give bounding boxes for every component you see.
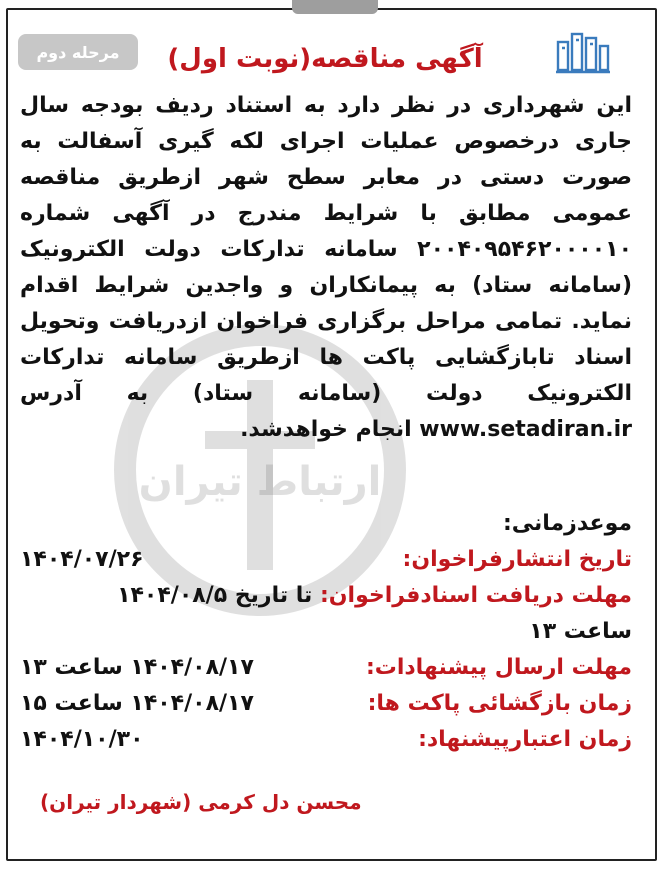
validity-value: ۱۴۰۴/۱۰/۳۰	[20, 727, 144, 752]
website-link[interactable]: www.setadiran.ir	[419, 417, 632, 442]
publish-date: ۱۴۰۴/۰۷/۲۶	[20, 547, 144, 572]
notice-title: آگهی مناقصه(نوبت اول)	[167, 44, 483, 74]
submit-deadline-row	[20, 650, 632, 686]
tender-number: ۲۰۰۴۰۹۵۴۶۲۰۰۰۰۱۰	[417, 237, 632, 262]
body-text-part3: انجام خواهدشد.	[240, 417, 412, 442]
signer-name: محسن دل کرمی (شهردار تیران)	[40, 790, 362, 814]
submit-value: ۱۴۰۴/۰۸/۱۷ ساعت ۱۳	[20, 655, 254, 680]
opening-label: زمان بازگشائی پاکت ها:	[367, 691, 632, 716]
schedule-section	[20, 506, 632, 758]
stage-badge: مرحله دوم	[18, 34, 138, 70]
validity-label: زمان اعتبارپیشنهاد:	[418, 727, 632, 752]
municipality-logo	[552, 28, 614, 78]
docs-value: تا تاریخ ۱۴۰۴/۰۸/۵	[117, 583, 313, 608]
watermark-text: ارتباط تیران	[138, 459, 382, 505]
docs-deadline-row	[20, 578, 632, 614]
body-text-part2: سامانه تدارکات دولت الکترونیک (سامانه ستاد) به پیمانکاران و واجدین شرایط اقدام نماید. تمامی مراحل برگزاری فراخوان ازدریافت وتحویل اسناد تابازگشایی پاکت ها ازطریق سامانه تدارکات الکترونیک دولت (سامانه ستاد) به آدرس	[20, 237, 632, 406]
docs-time-row	[20, 614, 632, 650]
docs-time: ساعت ۱۳	[529, 619, 632, 644]
body-text-part1: این شهرداری در نظر دارد به استناد ردیف بودجه سال جاری درخصوص عملیات اجرای لکه گیری آسفالت به صورت دستی در معابر سطح شهر ازطریق مناقصه عمومی مطابق با شرایط مندرج در آگهی شماره	[20, 93, 632, 226]
publish-label: تاریخ انتشارفراخوان:	[402, 547, 632, 572]
submit-label: مهلت ارسال پیشنهادات:	[365, 655, 632, 680]
notice-body	[20, 88, 632, 448]
opening-value: ۱۴۰۴/۰۸/۱۷ ساعت ۱۵	[20, 691, 254, 716]
validity-row	[20, 722, 632, 758]
schedule-heading: موعدزمانی:	[502, 511, 632, 536]
frame-top-tab	[292, 0, 378, 14]
opening-time-row	[20, 686, 632, 722]
docs-label: مهلت دریافت اسنادفراخوان:	[319, 583, 632, 608]
schedule-heading-row	[20, 506, 632, 542]
publish-date-row	[20, 542, 632, 578]
